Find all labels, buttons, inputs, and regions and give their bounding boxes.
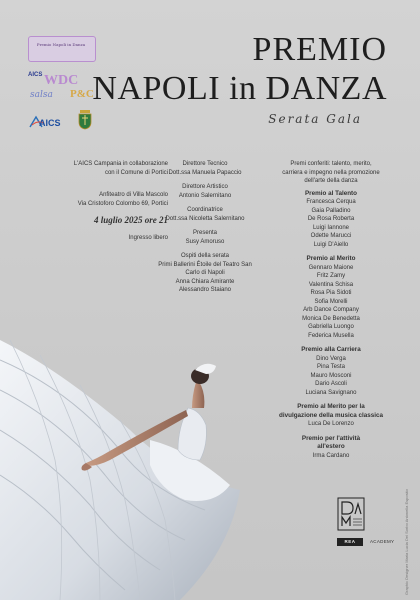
award-recipient: Odette Marucci bbox=[310, 233, 352, 239]
award-recipient: Dino Verga bbox=[316, 355, 346, 362]
pc-text: P&C bbox=[70, 88, 94, 100]
staff-name: Susy Amoruso bbox=[185, 238, 225, 245]
award-recipient: Luigi Iannone bbox=[312, 224, 350, 231]
award-recipient: Luca De Lorenzo bbox=[308, 421, 354, 427]
event-date: 4 luglio 2025 ore 21 bbox=[93, 215, 168, 225]
aics-text: AICS bbox=[39, 118, 61, 128]
award-group bbox=[265, 403, 397, 429]
award-title: Premio al Merito bbox=[306, 255, 356, 262]
staff-column bbox=[150, 160, 260, 301]
award-recipient: Luigi D'Aiello bbox=[313, 241, 349, 248]
staff-role: Coordinatrice bbox=[187, 207, 223, 213]
award-recipient: Gaia Palladino bbox=[311, 207, 351, 214]
poster-title-line1: PREMIO bbox=[252, 31, 387, 68]
intro-line: L'AICS Campania in collaborazione bbox=[73, 161, 168, 167]
award-title: Premio per l'attività all'estero bbox=[301, 434, 361, 450]
guest-name: Alessandro Staiano bbox=[178, 287, 232, 293]
guests-line: Primi Ballerini Étoile del Teatro San bbox=[158, 261, 252, 268]
award-recipient: Sofia Morelli bbox=[314, 298, 348, 305]
award-recipient: Luciana Savignano bbox=[305, 389, 357, 396]
event-info-column bbox=[28, 160, 168, 249]
award-recipient: Gabriella Luongo bbox=[308, 324, 354, 330]
award-recipient: Mauro Mosconi bbox=[310, 372, 352, 379]
venue-line: Via Cristoforo Colombo 69, Portici bbox=[77, 200, 168, 207]
salsa-script-text: salsa bbox=[30, 90, 53, 100]
awards-column bbox=[265, 160, 397, 466]
staff-name: Antonio Salernitano bbox=[178, 192, 232, 199]
guests-label: Ospiti della serata bbox=[180, 253, 230, 259]
intro-line: con il Comune di Portici bbox=[104, 169, 168, 176]
portici-crest-icon bbox=[78, 110, 92, 130]
staff-name: Dott.ssa Manuela Papaccio bbox=[168, 169, 242, 176]
premio-logo-text: Premio Napoli in Danza bbox=[36, 42, 86, 47]
award-recipient: De Rosa Roberta bbox=[307, 216, 355, 222]
award-recipient: Rosa Pia Sidoti bbox=[310, 290, 352, 296]
poster-title-line2: NAPOLI in DANZA bbox=[92, 70, 387, 107]
wdc-logo bbox=[26, 66, 98, 100]
premio-logo bbox=[28, 36, 96, 62]
rea-badge: REA bbox=[337, 538, 363, 546]
guest-name: Anna Chiara Amirante bbox=[175, 278, 235, 285]
award-recipient: Monica De Benedetta bbox=[302, 315, 360, 322]
venue-line: Anfiteatro di Villa Mascolo bbox=[99, 192, 168, 198]
aics-small-text: AICS bbox=[28, 72, 43, 78]
poster-subtitle: Serata Gala bbox=[268, 112, 362, 126]
staff-role: Presenta bbox=[192, 230, 217, 236]
award-recipient: Irma Cardano bbox=[312, 452, 350, 459]
academy-label: ACADEMY bbox=[370, 539, 395, 544]
staff-name: Dott.ssa Nicoletta Salernitano bbox=[165, 215, 245, 222]
award-recipient: Arb Dance Company bbox=[303, 307, 359, 313]
award-recipient: Francesca Cerqua bbox=[306, 199, 356, 205]
award-recipient: Valentina Schisa bbox=[308, 281, 354, 288]
award-group bbox=[265, 346, 397, 397]
entry-info: Ingresso libero bbox=[128, 235, 168, 241]
ballerina-illustration bbox=[0, 300, 260, 600]
aics-logo bbox=[28, 114, 64, 130]
award-group bbox=[265, 255, 397, 340]
award-recipient: Gennaro Maione bbox=[308, 264, 354, 271]
award-group bbox=[265, 435, 397, 461]
award-recipient: Dario Ascoli bbox=[315, 381, 347, 387]
award-recipient: Fritz Zamy bbox=[316, 273, 346, 279]
staff-role: Direttore Tecnico bbox=[182, 161, 228, 167]
awards-intro: carriera e impegno nella promozione bbox=[282, 169, 380, 176]
award-recipient: Pina Testa bbox=[317, 364, 345, 370]
award-group bbox=[265, 190, 397, 250]
award-title: Premio al Merito per la divulgazione della musica classica bbox=[279, 403, 383, 419]
award-title: Premio alla Carriera bbox=[301, 346, 361, 353]
awards-intro: dell'arte della danza bbox=[304, 178, 358, 184]
graphic-designer-credit: Graphic Designer Maria Lucia Del Sorbo Antonella Esposito bbox=[404, 489, 409, 595]
award-title: Premio al Talento bbox=[304, 189, 358, 197]
dam-logo-icon bbox=[337, 497, 365, 531]
award-recipient: Federica Musella bbox=[308, 332, 354, 339]
guests-line: Carlo di Napoli bbox=[185, 270, 225, 276]
wdc-text: WDC bbox=[44, 73, 79, 88]
staff-role: Direttore Artistico bbox=[182, 184, 228, 190]
awards-intro: Premi conferiti: talento, merito, bbox=[290, 161, 372, 167]
